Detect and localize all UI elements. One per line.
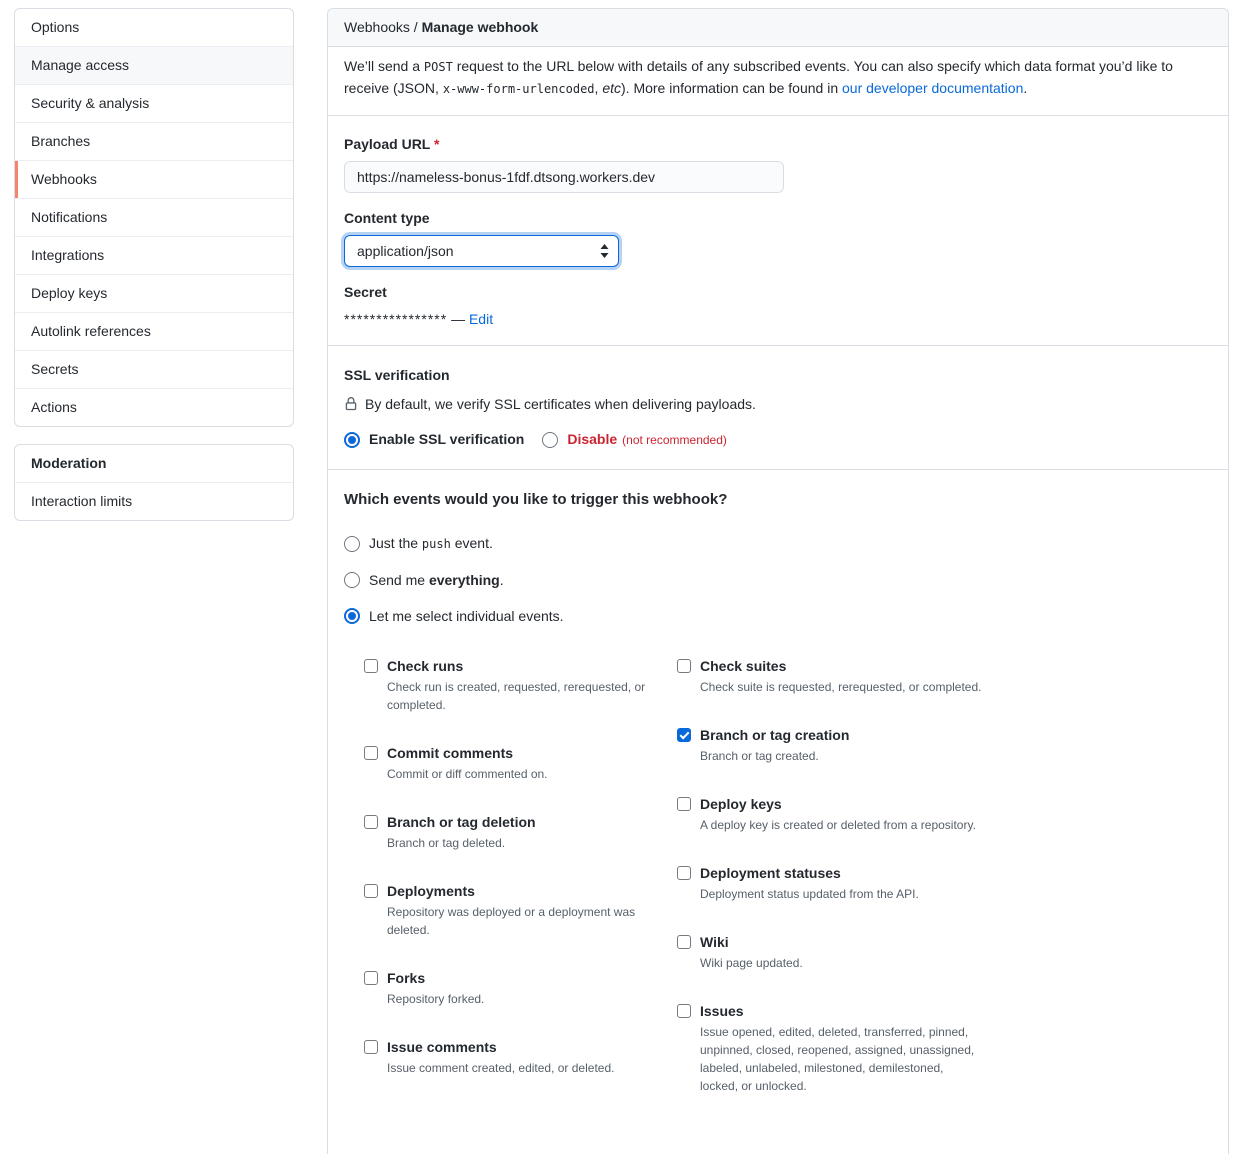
page-title: Manage webhook [421, 19, 539, 35]
sidebar-item-manage-access[interactable]: Manage access [15, 46, 293, 84]
sidebar-item-webhooks[interactable]: Webhooks [15, 160, 293, 198]
developer-documentation-link[interactable]: our developer documentation [842, 80, 1024, 96]
radio-button-icon[interactable] [344, 536, 360, 552]
event-item-branch-tag-deletion: Branch or tag deletion Branch or tag deleted. [364, 812, 677, 852]
secret-edit-link[interactable]: Edit [468, 311, 494, 327]
secret-row [344, 309, 1212, 329]
ssl-disable-label: Disable [567, 431, 618, 447]
content-type-label: Content type [344, 210, 430, 226]
checkbox-deployments[interactable] [364, 884, 378, 898]
ssl-enable-label: Enable SSL verification [369, 431, 525, 447]
sidebar-item-deploy-keys[interactable]: Deploy keys [15, 274, 293, 312]
checkbox-commit-comments[interactable] [364, 746, 378, 760]
event-option-individual[interactable]: Let me select individual events. [344, 606, 1212, 626]
event-item-check-suites: Check suites Check suite is requested, rerequested, or completed. [677, 656, 990, 696]
events-checkbox-grid [364, 656, 1212, 1124]
content-type-select[interactable] [344, 235, 619, 267]
event-item-issues: Issues Issue opened, edited, deleted, transferred, pinned, unpinned, closed, reopened, assigned, unassigned, labeled, unlabeled, milestoned, demilestoned, locked, or unlocked. [677, 1001, 990, 1095]
event-option-everything[interactable]: Send me everything. [344, 570, 1212, 590]
required-asterisk: * [434, 136, 440, 152]
sidebar-item-branches[interactable]: Branches [15, 122, 293, 160]
radio-button-icon[interactable] [344, 608, 360, 624]
event-option-just-push[interactable]: Just the push event. [344, 533, 1212, 554]
breadcrumb [328, 9, 1228, 47]
payload-url-label: Payload URL * [344, 136, 440, 152]
secret-masked-value: **************** [344, 311, 448, 327]
ssl-disable-note: (not recommended) [622, 432, 727, 447]
lock-icon [344, 397, 358, 411]
ssl-verification-heading: SSL verification [344, 367, 450, 383]
webhook-form-section [328, 116, 1228, 346]
settings-sidebar [14, 8, 294, 1154]
ssl-note-text: By default, we verify SSL certificates when delivering payloads. [365, 396, 756, 412]
sidebar-item-actions[interactable]: Actions [15, 388, 293, 426]
push-code: push [421, 537, 451, 551]
ssl-verification-section [328, 346, 1228, 470]
checkbox-forks[interactable] [364, 971, 378, 985]
event-item-deploy-keys: Deploy keys A deploy key is created or deleted from a repository. [677, 794, 990, 834]
breadcrumb-webhooks-link[interactable]: Webhooks [344, 19, 410, 35]
sidebar-item-interaction-limits[interactable]: Interaction limits [31, 493, 133, 509]
sidebar-item-notifications[interactable]: Notifications [15, 198, 293, 236]
checkbox-check-suites[interactable] [677, 659, 691, 673]
ssl-note [344, 394, 1212, 414]
content-type-select-wrap [344, 235, 619, 267]
sidebar-item-integrations[interactable]: Integrations [15, 236, 293, 274]
payload-url-input[interactable] [344, 161, 784, 193]
event-item-deployment-statuses: Deployment statuses Deployment status updated from the API. [677, 863, 990, 903]
event-item-deployments: Deployments Repository was deployed or a deployment was deleted. [364, 881, 677, 939]
radio-button-icon[interactable] [344, 572, 360, 588]
events-heading: Which events would you like to trigger this webhook? [344, 491, 728, 508]
event-item-forks: Forks Repository forked. [364, 968, 677, 1008]
event-item-branch-tag-creation: Branch or tag creation Branch or tag created. [677, 725, 990, 765]
event-item-wiki: Wiki Wiki page updated. [677, 932, 990, 972]
ssl-disable-radio[interactable] [542, 429, 727, 450]
checkbox-deployment-statuses[interactable] [677, 866, 691, 880]
checkbox-issue-comments[interactable] [364, 1040, 378, 1054]
sidebar-item-security-analysis[interactable]: Security & analysis [15, 84, 293, 122]
event-item-commit-comments: Commit comments Commit or diff commented on. [364, 743, 677, 783]
checkbox-branch-tag-creation[interactable] [677, 728, 691, 742]
checkbox-branch-tag-deletion[interactable] [364, 815, 378, 829]
events-section [328, 470, 1228, 1154]
secret-label: Secret [344, 284, 387, 300]
events-column-right [677, 656, 990, 1124]
sidebar-item-options[interactable]: Options [31, 19, 80, 35]
webhook-intro-text: We’ll send a POST request to the URL below with details of any subscribed events. You can also specify which data format you’d like to receive (JSON, x-www-form-urlencoded, etc). More information can be found in our developer documentation. [328, 47, 1228, 116]
sidebar-item-secrets[interactable]: Secrets [15, 350, 293, 388]
event-item-issue-comments: Issue comments Issue comment created, edited, or deleted. [364, 1037, 677, 1077]
checkbox-issues[interactable] [677, 1004, 691, 1018]
moderation-nav [14, 444, 294, 521]
urlencoded-code: x-www-form-urlencoded [442, 82, 595, 96]
moderation-nav-header: Moderation [15, 445, 293, 483]
event-item-check-runs: Check runs Check run is created, requested, rerequested, or completed. [364, 656, 677, 714]
radio-button-icon[interactable] [542, 432, 558, 448]
settings-nav [14, 8, 294, 427]
events-column-left [364, 656, 677, 1124]
ssl-enable-radio[interactable] [344, 429, 524, 450]
checkbox-check-runs[interactable] [364, 659, 378, 673]
ssl-radio-group [344, 429, 1212, 450]
checkbox-wiki[interactable] [677, 935, 691, 949]
radio-button-icon[interactable] [344, 432, 360, 448]
post-code: POST [423, 60, 453, 74]
breadcrumb-separator: / [409, 19, 422, 35]
secret-dash: — [451, 311, 466, 327]
sidebar-item-autolink-references[interactable]: Autolink references [15, 312, 293, 350]
manage-webhook-panel [327, 8, 1229, 1154]
checkbox-deploy-keys[interactable] [677, 797, 691, 811]
